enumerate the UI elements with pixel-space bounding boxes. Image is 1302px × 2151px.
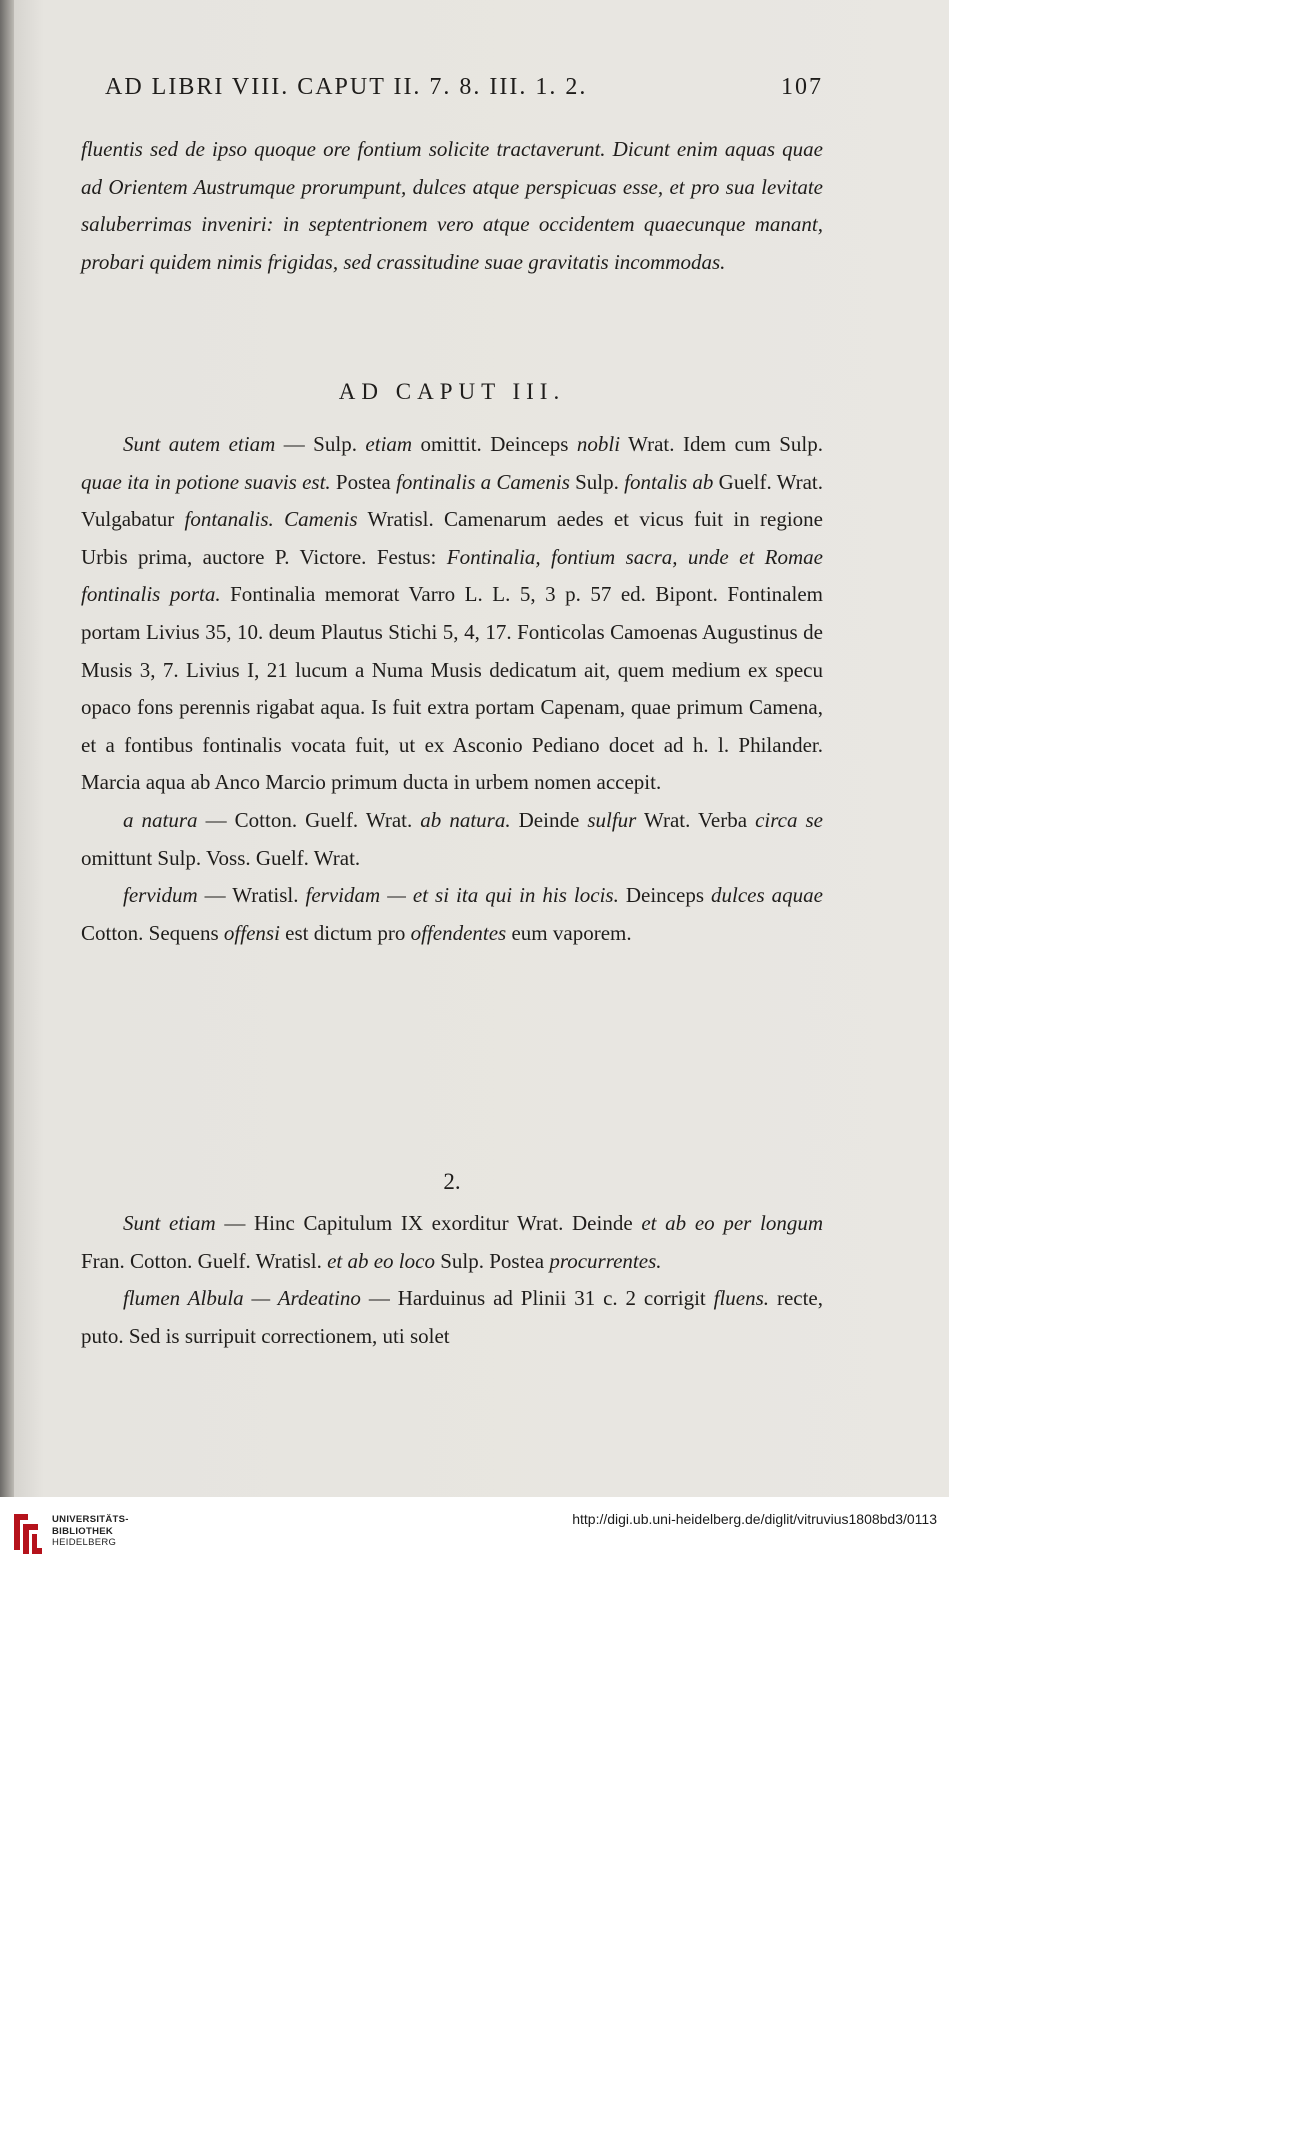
italic-text-run: fervidam — et si ita qui in his locis. (305, 883, 619, 908)
italic-text-run: quae ita in potione suavis est. (81, 469, 331, 494)
paragraph-continuation (81, 131, 823, 281)
section-heading-2: 2. (443, 1169, 461, 1194)
italic-text-run: offensi (223, 920, 280, 945)
italic-text-run: et ab eo loco (327, 1248, 435, 1273)
italic-text-run: fluentis sed de ipso quoque ore fontium solicite tractaverunt. Dicunt enim aquas quae ad Orientem Austrumque prorumpunt, dulces atque perspicuas esse, et pro sua levitate saluberrimas inveniri: in septentrionem vero atque occidentem quaecunque manant, probari quidem nimis frigidas, sed crassitudine suae gravitatis incommodas. (81, 137, 823, 274)
paragraph-sunt-etiam (81, 1205, 823, 1280)
italic-text-run: Sunt etiam (123, 1211, 216, 1235)
library-name-line2: BIBLIOTHEK (52, 1525, 114, 1537)
library-name-line1: UNIVERSITÄTS- (52, 1514, 129, 1525)
italic-text-run: fluens. (713, 1286, 770, 1311)
roman-text-run: Deinceps (618, 883, 711, 908)
roman-text-run: Sulp. (569, 469, 625, 494)
italic-text-run: offendentes (410, 920, 507, 945)
running-head (105, 74, 823, 101)
roman-text-run: Wratisl. Camenarum aedes et vicus fuit in regione Urbis prima, auctore P. Victore. Festus: (81, 507, 823, 569)
roman-text-run: — Harduinus ad Plinii 31 c. 2 corrigit (360, 1286, 714, 1311)
roman-text-run: Wrat. Verba (636, 807, 756, 832)
roman-text-run: — Wratisl. (197, 883, 306, 908)
viewer-footer (0, 1497, 949, 1568)
text-block-section-2 (81, 1205, 823, 1355)
text-block-main (81, 426, 823, 952)
paragraph-sunt-autem (81, 426, 823, 802)
italic-text-run: fervidum (123, 883, 198, 908)
italic-text-run: fontalis ab (624, 469, 714, 494)
roman-text-run: — Hinc Capitulum IX exorditur Wrat. Deinde (215, 1211, 642, 1235)
roman-text-run: omittunt Sulp. Voss. Guelf. Wrat. (81, 845, 361, 870)
section-heading-caput-iii: AD CAPUT III. (338, 379, 566, 404)
roman-text-run: omittit. Deinceps (412, 432, 577, 456)
italic-text-run: Sunt autem etiam (123, 432, 276, 456)
italic-text-run: Fontinalia, fontium sacra, unde et Romae fontinalis porta. (81, 544, 824, 607)
roman-text-run: Cotton. Sequens (81, 920, 224, 945)
roman-text-run: Fran. Cotton. Guelf. Wratisl. (81, 1248, 328, 1273)
italic-text-run: circa se (755, 807, 823, 832)
italic-text-run: nobli (576, 432, 621, 456)
italic-text-run: procurrentes. (549, 1248, 662, 1273)
roman-text-run: Sulp. Postea (434, 1248, 550, 1273)
roman-text-run: eum vaporem. (506, 920, 632, 945)
italic-text-run: fontanalis. Camenis (184, 507, 358, 532)
paragraph-a-natura (81, 802, 823, 877)
italic-text-run: flumen Albula — Ardeatino (123, 1286, 361, 1311)
italic-text-run: et ab eo per longum (641, 1211, 823, 1235)
italic-text-run: etiam (365, 432, 413, 456)
roman-text-run: — Cotton. Guelf. Wrat. (197, 807, 421, 832)
roman-text-run: Guelf. Wrat. Vulgabatur (81, 469, 823, 532)
paragraph-fervidum (81, 877, 823, 952)
roman-text-run: Fontinalia memorat Varro L. L. 5, 3 p. 57 ed. Bipont. Fontinalem portam Livius 35, 10. deum Plautus Stichi 5, 4, 17. Fonticolas Camoenas Augustinus de Musis 3, 7. Livius I, 21 lucum a Numa Musis dedicatum ait, quem medium ex specu opaco fons perennis rigabat aqua. Is fuit extra portam Capenam, quae primum Camena, et a fontibus fontinalis vocata fuit, ut ex Asconio Pediano docet ad h. l. Philander. Marcia aqua ab Anco Marcio primum ducta in urbem nomen accepit. (81, 582, 823, 795)
roman-text-run: recte, puto. Sed is surripuit correctionem, uti solet (81, 1286, 823, 1348)
roman-text-run: — Sulp. (275, 432, 366, 456)
running-head-title: AD LIBRI VIII. CAPUT II. 7. 8. III. 1. 2. (105, 74, 588, 100)
library-name-line3: HEIDELBERG (52, 1537, 117, 1548)
paragraph-flumen-albula (81, 1280, 823, 1355)
italic-text-run: a natura (123, 807, 198, 832)
roman-text-run: Postea (330, 469, 397, 494)
italic-text-run: dulces aquae (711, 883, 823, 908)
library-logo-icon (10, 1510, 46, 1556)
library-name (52, 1514, 129, 1549)
roman-text-run: Deinde (510, 807, 588, 832)
italic-text-run: sulfur (587, 807, 637, 832)
italic-text-run: fontinalis a Camenis (396, 469, 570, 494)
permalink-url[interactable]: http://digi.ub.uni-heidelberg.de/diglit/vitruvius1808bd3/0113 (572, 1511, 937, 1527)
text-block-continuation (81, 131, 823, 281)
roman-text-run: est dictum pro (279, 920, 411, 945)
roman-text-run: Wrat. Idem cum Sulp. (620, 432, 823, 456)
page-number: 107 (781, 74, 823, 100)
italic-text-run: ab natura. (420, 807, 511, 832)
